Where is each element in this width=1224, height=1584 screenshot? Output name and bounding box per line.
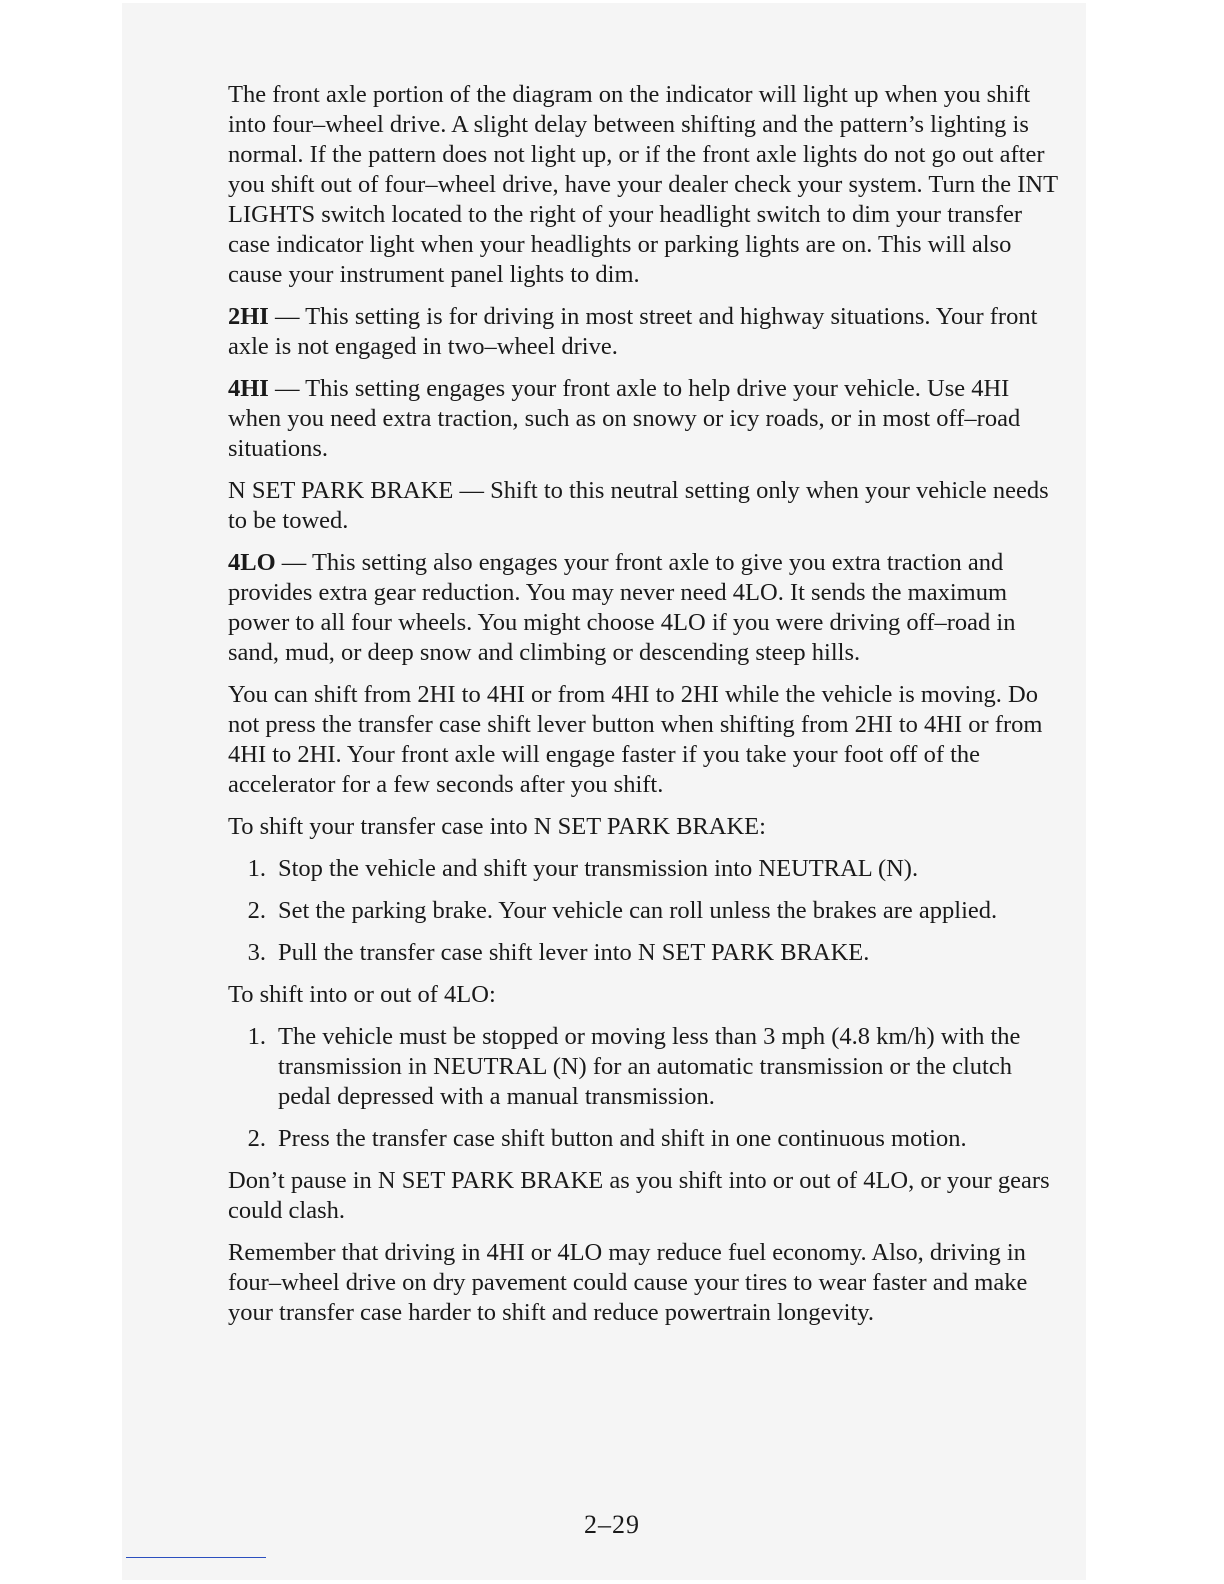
step-text: Pull the transfer case shift lever into N SET PARK BRAKE.	[278, 939, 870, 966]
list-item	[228, 896, 1058, 926]
paragraph-shift-moving: You can shift from 2HI to 4HI or from 4HI to 2HI while the vehicle is moving. Do not press the transfer case shift lever button when shifting from 2HI to 4HI or from 4HI to 2HI. Your front axle will engage faster if you take your foot off of the accelerator for a few seconds after you shift.	[228, 681, 1043, 798]
text-4hi: — This setting engages your front axle to help drive your vehicle. Use 4HI when you need extra traction, such as on snowy or icy roads, or in most off–road situations.	[228, 375, 1021, 462]
paragraph-dont-pause: Don’t pause in N SET PARK BRAKE as you shift into or out of 4LO, or your gears could clash.	[228, 1167, 1050, 1224]
step-text: Set the parking brake. Your vehicle can roll unless the brakes are applied.	[278, 897, 998, 924]
step-text: Press the transfer case shift button and shift in one continuous motion.	[278, 1125, 967, 1152]
paragraph-4lo	[228, 548, 1058, 668]
neutral-steps-list	[228, 854, 1058, 968]
list-item	[228, 854, 1058, 884]
step-text: The vehicle must be stopped or moving less than 3 mph (4.8 km/h) with the transmission in NEUTRAL (N) for an automatic transmission or the clutch pedal depressed with a manual transmission.	[278, 1023, 1021, 1110]
step-number: 2.	[247, 1125, 266, 1152]
paragraph-2hi	[228, 302, 1058, 362]
paragraph-neutral: N SET PARK BRAKE — Shift to this neutral setting only when your vehicle needs to be towed.	[228, 477, 1049, 534]
term-2hi: 2HI	[228, 303, 269, 330]
term-4hi: 4HI	[228, 375, 269, 402]
list-item	[228, 1124, 1058, 1154]
list-item	[228, 1022, 1058, 1112]
paragraph-neutral-intro: To shift your transfer case into N SET PARK BRAKE:	[228, 813, 766, 840]
paragraph-indicator: The front axle portion of the diagram on the indicator will light up when you shift into four–wheel drive. A slight delay between shifting and the pattern’s lighting is normal. If the pattern does not light up, or if the front axle lights do not go out after you shift out of four–wheel drive, have your dealer check your system. Turn the INT LIGHTS switch located to the right of your headlight switch to dim your transfer case indicator light when your headlights or parking lights are on. This will also cause your instrument panel lights to dim.	[228, 81, 1058, 288]
step-number: 2.	[247, 897, 266, 924]
term-4lo: 4LO	[228, 549, 276, 576]
list-item	[228, 938, 1058, 968]
step-number: 1.	[247, 855, 266, 882]
text-2hi: — This setting is for driving in most street and highway situations. Your front axle is not engaged in two–wheel drive.	[228, 303, 1038, 360]
page-number: 2–29	[584, 1510, 640, 1539]
paragraph-4lo-intro: To shift into or out of 4LO:	[228, 981, 496, 1008]
footer-rule	[126, 1557, 266, 1558]
page-content	[228, 80, 1058, 1340]
lo4-steps-list	[228, 1022, 1058, 1154]
step-text: Stop the vehicle and shift your transmission into NEUTRAL (N).	[278, 855, 919, 882]
text-4lo: — This setting also engages your front axle to give you extra traction and provides extra gear reduction. You may never need 4LO. It sends the maximum power to all four wheels. You might choose 4LO if you were driving off–road in sand, mud, or deep snow and climbing or descending steep hills.	[228, 549, 1016, 666]
paragraph-remember: Remember that driving in 4HI or 4LO may reduce fuel economy. Also, driving in four–wheel drive on dry pavement could cause your tires to wear faster and make your transfer case harder to shift and reduce powertrain longevity.	[228, 1239, 1028, 1326]
step-number: 1.	[247, 1023, 266, 1050]
step-number: 3.	[247, 939, 266, 966]
paragraph-4hi	[228, 374, 1058, 464]
